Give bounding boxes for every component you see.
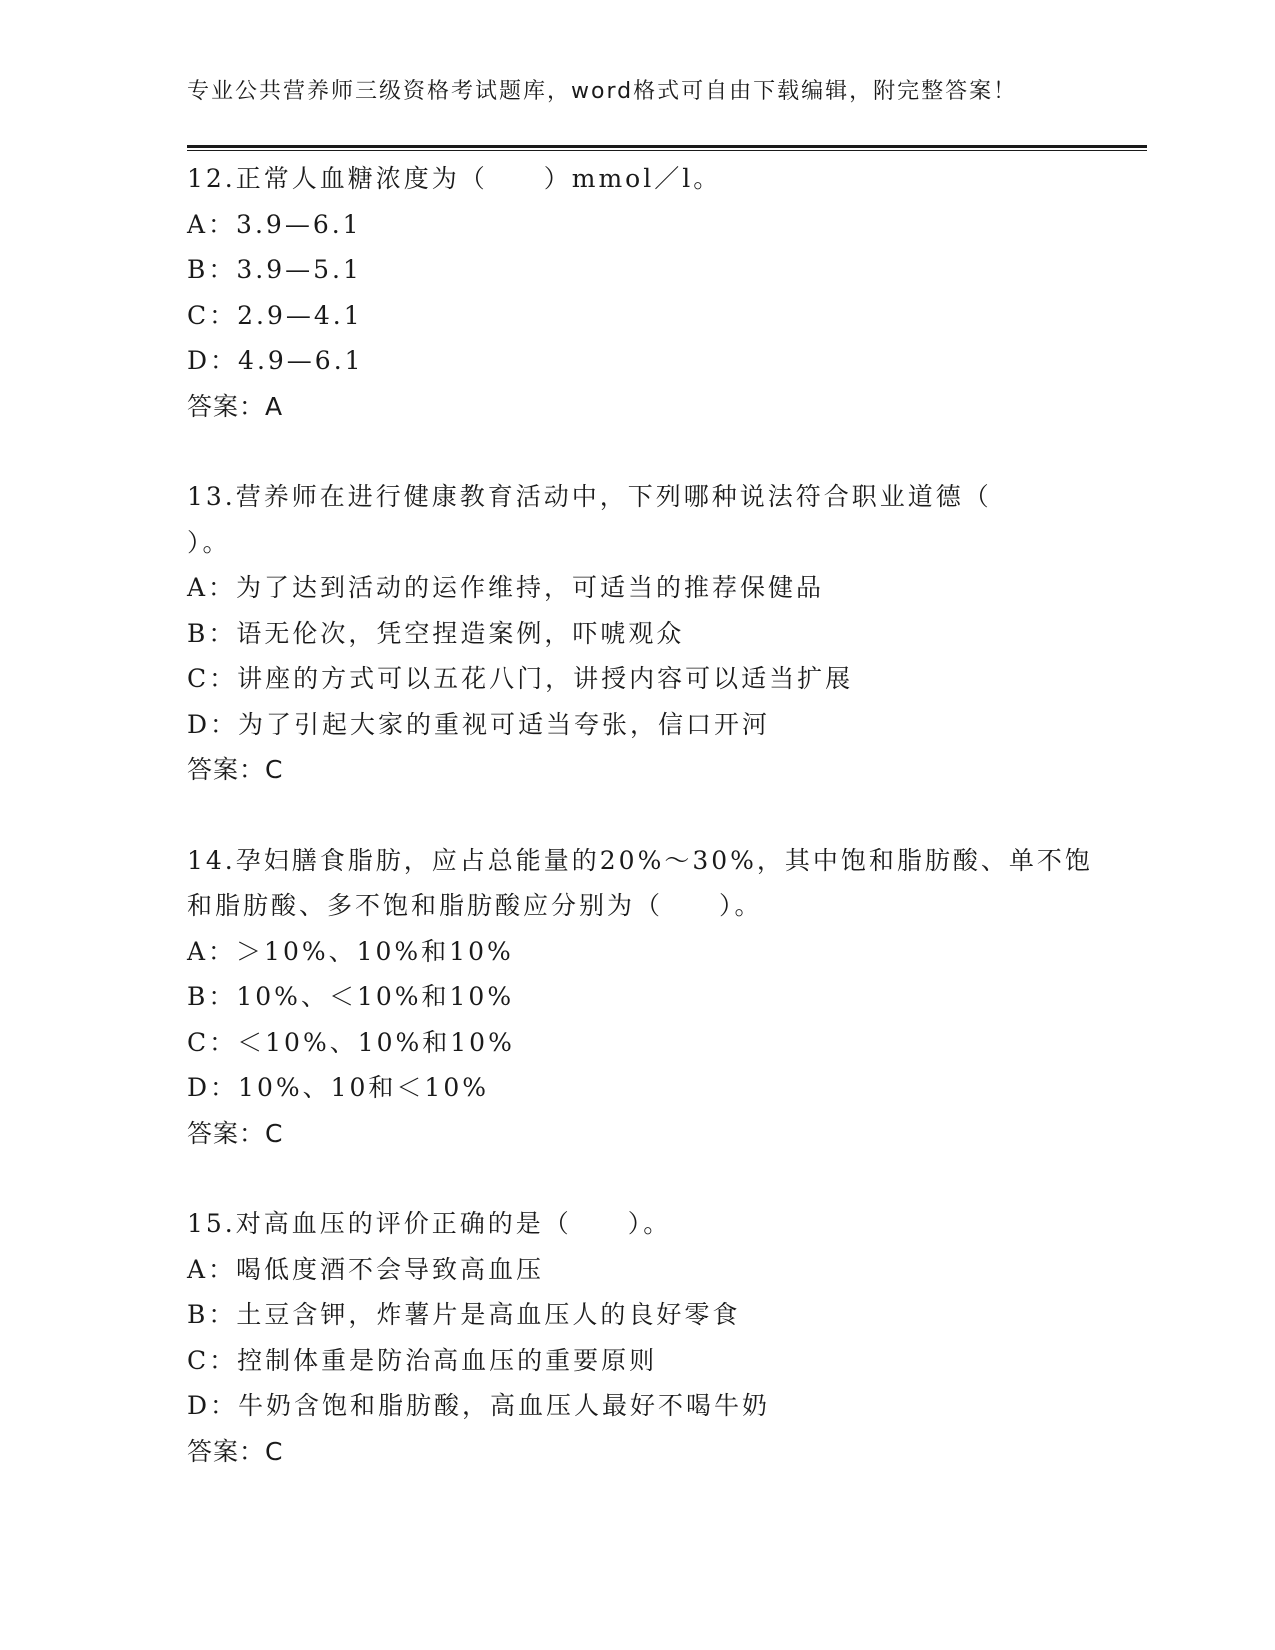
option-d: D：牛奶含饱和脂肪酸，高血压人最好不喝牛奶 [187, 1391, 771, 1420]
option-d: D：为了引起大家的重视可适当夸张，信口开河 [187, 709, 771, 739]
question-stem-continued: ）。 [187, 527, 231, 557]
answer-text: 答案：C [187, 755, 284, 784]
option-b: B：10%、＜10%和10% [187, 982, 515, 1011]
answer-text: 答案：C [187, 1436, 284, 1466]
option-c: C：讲座的方式可以五花八门，讲授内容可以适当扩展 [187, 664, 854, 693]
question-13 [187, 474, 1087, 793]
option-c: C：2.9—4.1 [187, 300, 363, 330]
option-a: A：＞10%、10%和10% [187, 936, 514, 966]
option-b: B：土豆含钾，炸薯片是高血压人的良好零食 [187, 1300, 741, 1329]
option-c: C：＜10%、10%和10% [187, 1027, 515, 1057]
question-stem-continued: 和脂肪酸、多不饱和脂肪酸应分别为（ ）。 [187, 891, 763, 920]
option-b: B：3.9—5.1 [187, 255, 362, 284]
option-a: A：为了达到活动的运作维持，可适当的推荐保健品 [187, 573, 825, 602]
header-rule-thick [187, 145, 1147, 148]
option-a: A：喝低度酒不会导致高血压 [187, 1254, 545, 1284]
option-b: B：语无伦次，凭空捏造案例，吓唬观众 [187, 618, 685, 648]
question-list [187, 156, 1093, 1519]
option-a: A：3.9—6.1 [187, 209, 362, 239]
question-15 [187, 1201, 1087, 1474]
header-rule-thin [187, 150, 1147, 151]
page-header: 专业公共营养师三级资格考试题库，word格式可自由下载编辑，附完整答案！ [187, 79, 1018, 104]
answer-text: 答案：A [187, 391, 284, 421]
question-stem: 15.对高血压的评价正确的是（ ）。 [187, 1209, 672, 1238]
option-d: D：4.9—6.1 [187, 346, 364, 375]
question-14 [187, 838, 1093, 1157]
answer-text: 答案：C [187, 1118, 284, 1148]
option-c: C：控制体重是防治高血压的重要原则 [187, 1345, 658, 1375]
question-stem: 14.孕妇膳食脂肪，应占总能量的20%～30%，其中饱和脂肪酸、单不饱 [187, 845, 1093, 875]
question-12 [187, 156, 1087, 429]
question-stem: 13.营养师在进行健康教育活动中，下列哪种说法符合职业道德（ [187, 482, 992, 511]
option-d: D：10%、10和＜10% [187, 1073, 489, 1102]
question-stem: 12.正常人血糖浓度为（ ）mmol／l。 [187, 164, 722, 193]
